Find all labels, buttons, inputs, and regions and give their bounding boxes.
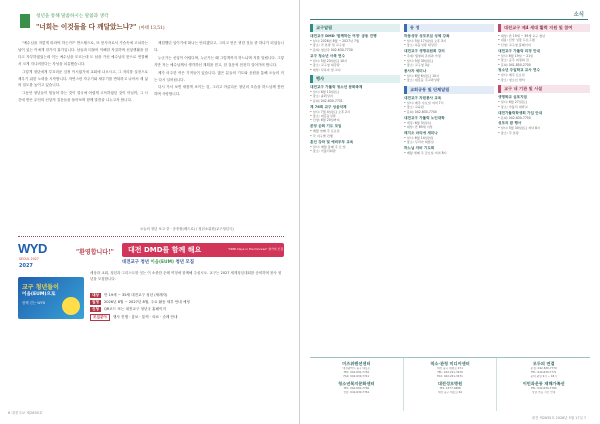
wyd-logo: [18, 241, 66, 275]
news-item-line: • 신청: 6월 20일까지: [310, 118, 340, 123]
detail-row: [90, 307, 166, 312]
contact-line: 분점: 042-630-7770: [530, 367, 557, 370]
contact-line: 상담 가능 시간 안내: [532, 391, 556, 395]
contact-line: TEL: 042-630-7780: [530, 387, 557, 391]
contact-name: 미즈위렌션센터: [342, 361, 371, 366]
sermon-paragraph: 그동안 청년들이 힘들어 하는 것이 결국에 어렵게 고독하였던 것이 아닐까, 그 시간에 받은 무언의 신앙적 질문들을 돌아보며 함께 말씀을 나누고자 합니다.: [18, 91, 148, 103]
sermon-paragraph: 누군가는 신앙이 어렵다며, 누군가는 왜 그렇게까지 하느냐며 저를 말립니다. 그렇지만 저는 예수님께서 생각하신 계획을 믿고, 한 걸음씩 천천히 걸어가려 합니다.: [154, 55, 284, 67]
news-item-line: • 개강: 6월 3일(수): [404, 120, 432, 125]
news-column-2: [404, 24, 494, 159]
news-section-title: 대전교구 제4 세대 활력 지원 및 참여: [498, 24, 590, 32]
quote-text: "너희는 이것들을 다 깨달았느냐?": [36, 23, 137, 31]
contact-line: TEL: 042-221-3470: [437, 370, 463, 374]
news-item-line: • 대상: 만 19세 ~ 39세 교구 청년: [498, 34, 546, 38]
news-section: [404, 86, 494, 156]
news-item-line: • 문의: 청년국 042-630-7730: [310, 47, 353, 52]
header-rule: [310, 19, 588, 20]
news-section-title: 교구 내 기관 및 시설: [498, 85, 590, 93]
news-item-line: • 장소: 솔뫼성지: [310, 94, 333, 99]
contact-box: [497, 358, 590, 411]
news-item-line: • 문의: 042-630-7740: [404, 109, 437, 114]
banner-subtitle: [122, 259, 194, 265]
divider: [18, 236, 284, 237]
news-item-line: • 장소: 대흥동성당: [310, 114, 336, 119]
news-item-line: • 장소: 청소년 센터: [498, 77, 525, 82]
poster-line-3: 함께 걷는 WYD: [22, 301, 46, 305]
news-item-line: • 문의: 041-850-2700: [498, 62, 531, 67]
poster-line-1: 교구 청년들이: [22, 284, 59, 291]
contact-line: 대전 중구 대종로 471: [437, 367, 463, 370]
sermon-paragraph: 제가 마주한 작은 기적들이 있습니다. 많은 분들의 기도와 응원을 통해 오늘의 저는 다시 일어섭니다.: [154, 70, 284, 82]
news-item-title: 청소년 주일학교 교사 연수: [498, 68, 540, 73]
sermon-column-right: [154, 40, 284, 220]
news-item-line: • 일시: 매주 수요일 저녁 7시: [404, 100, 444, 105]
right-page: [300, 0, 600, 424]
news-item-line: • 일시: 6월 14일(일): [404, 135, 434, 140]
news-item-line: • 일시: 6월 13일(토): [310, 89, 340, 94]
news-section: [404, 24, 494, 83]
detail-tag: 모집분야: [90, 314, 110, 321]
wyd-logo-sub: SEOUL 2027: [19, 257, 39, 261]
news-item-line: • 문의: 042-630-7731: [310, 98, 343, 103]
detail-tag: 일정: [92, 300, 99, 304]
news-item-title: 하느님 자비 기도회: [404, 146, 435, 151]
bookmark-icon: [20, 14, 30, 28]
poster-bubble-icon: [62, 297, 80, 315]
contact-line: FAX: 042-221-3471: [437, 374, 463, 378]
news-item-line: • 일시: 6월 27일(토): [498, 100, 528, 105]
news-item-line: • 일시: 매주 토요일: [498, 73, 525, 78]
news-item-line: • 주제: 생명의 존엄과 가정: [404, 54, 441, 59]
news-item-line: • 내용: 신앙 성장 프로그램: [498, 38, 535, 43]
sermon-signature: 오늘의 청년 보고 중 · 송종원(베드로) / 청년소위원(교구청년국): [140, 227, 234, 231]
news-item-line: • 일시: 5월 17일(일) 오후 3시: [404, 39, 446, 43]
news-item-line: • 매월 첫째 주 토요일: [310, 129, 340, 134]
news-item-line: • 장소: 하동성당 대성전: [404, 43, 437, 48]
news-section: [310, 75, 400, 154]
banner-description: 세상과 교회, 청년과 그리스도를 잇는 이 소중한 순례 여정에 함께해 주십시오. 교구는 2027 세계청년대회를 준비하며 봉사 청년을 모집합니다.: [90, 271, 282, 281]
news-item-title: 혼인 강좌 및 예비부부 교육: [310, 139, 354, 144]
contact-line: TEL: 042-630-7740: [343, 370, 370, 374]
banner-title-sub: "DMD Days in the Diocese" 참가자 모집: [228, 247, 284, 251]
news-item-title: 대전교구 가톨릭 청소년 문화축제: [310, 84, 363, 89]
contact-line: 대전광역시 중구 대흥로: [342, 367, 371, 370]
news-section-title: 동 정: [404, 24, 494, 32]
detail-text: 만 19세 ~ 35세 대전교구 청년 (세례자): [103, 293, 168, 297]
news-item-title: 대전교구 가톨릭 노인대학: [404, 115, 445, 120]
contact-line: TEL: 042-630-7760: [343, 387, 370, 391]
news-section: [498, 85, 590, 135]
news-section-title: 행사: [310, 75, 400, 83]
contact-line: 문의 평일 9시 ~ 18시: [530, 374, 557, 378]
subtitle-accent: 이음(EUM): [150, 260, 174, 265]
news-item-line: • 문의: 042-630-7750: [498, 115, 531, 120]
news-item-title: 대전교구 생명위원회 강의: [404, 49, 445, 54]
sermon-body: [18, 40, 284, 220]
news-item-title: 대전가톨릭학생회 가입 안내: [498, 110, 543, 115]
contact-line: 상담: 042-630-7761: [343, 391, 370, 395]
news-item-line: • 장소: 교구청 대강당: [310, 63, 340, 68]
news-item-line: • 일시: 매월 둘째 주 토·일: [310, 144, 346, 149]
news-column-1: [310, 24, 400, 157]
news-item-line: • 장소: 공주 피정의 집: [498, 58, 529, 63]
contact-name: 이민과운동 재해가족선: [522, 381, 565, 387]
news-item-title: 대전교구 DMD '함께하는 여정' 공동 진행: [310, 34, 377, 38]
news-item-line: • 장소: 대흥동 주교좌성당: [404, 78, 440, 83]
news-section: [498, 24, 590, 82]
news-item-line: • 장소: 가톨릭 대학교: [498, 104, 528, 109]
sermon-paragraph: 체험했던 일이기에 떠나는 안되겠다고, 그러고 얻은 귀한 것들 중 하나가 되었습니다.: [154, 41, 284, 52]
contact-directory: [310, 357, 590, 411]
detail-tag: 신청: [92, 307, 99, 311]
news-item-line: • 대상: 사목자 및 교사: [310, 67, 341, 72]
quote-intro: 청년을 통해 말씀하시는 말씀과 생각: [36, 14, 109, 19]
news-item-line: • 일시: 2026년 8월 ~ 2027년 7월: [310, 39, 359, 43]
detail-tag: 대상: [92, 293, 99, 297]
quote-reference: (마태 13,51): [138, 26, 165, 31]
news-column-3: [498, 24, 590, 138]
news-item-line: • 신청: 교구청 홈페이지: [498, 42, 531, 47]
news-item-line: • 일시: 5월 30일(토) 저녁 8시: [498, 126, 540, 131]
news-item-line: • 매월 셋째 주 금요일 저녁 8시: [404, 151, 447, 156]
contact-line: TEL: 042-630-7771: [530, 370, 557, 374]
left-page-number: 6 대전주보 제2635호: [8, 411, 43, 415]
sermon-paragraph: 그렇게 청년에게 부끄러운 심정 이시였기에 교회에 나오시고, 그 자리를 실천으로 채우기 위한 노력을 시작합니다. 자연스런 자주기와 새우기를 반복하고 나아서 제 삶의 밀도를 높이고 있습니다.: [18, 69, 148, 88]
event-banner: [18, 241, 284, 321]
news-item-title: 하동성당 성모모임 성체 강복: [404, 34, 450, 38]
contact-line: 대전 중구 대흥로 64: [437, 391, 463, 395]
news-item-title: 대전교구 가톨릭 피정 안내: [498, 48, 540, 53]
contact-line: FAX: 042-630-7741: [343, 374, 370, 378]
news-item-line: • 각 지구별 진행: [310, 133, 333, 138]
news-item-line: • 일시: 6월 6일(토) 10시: [404, 74, 440, 79]
news-item-line: • 장소: 교구청 3층: [404, 63, 430, 68]
detail-text: 2026년 8월 ~ 2027년 8월, 주요 활동 세부 안내 예정: [103, 300, 190, 304]
recruit-poster: [18, 277, 84, 319]
news-item-title: 레지오 마리애 세미나: [404, 130, 438, 135]
detail-row: [90, 314, 178, 321]
contact-box: [310, 358, 404, 411]
wyd-logo-text: WYD: [18, 241, 47, 256]
news-item-line: • 장소: 꾸리아 회합실: [404, 140, 434, 145]
subtitle-prefix: 대전교구 청년: [122, 260, 149, 265]
news-item-title: 봉사자 세미나: [404, 69, 427, 74]
sermon-paragraph: 다시 가서 보면 새롭게 보이는 것, 그리고 아름다운 청년의 모습을 하느님께 봉헌하며 사랑합니다.: [154, 85, 284, 97]
banner-title-pill: [122, 243, 284, 257]
poster-line-2: 이음(EUM)으로: [22, 292, 56, 297]
detail-text: 행사 진행 · 홍보 · 통역 · 의료 · 순례 안내: [112, 315, 178, 319]
news-item-title: 성모의 밤 행사: [498, 121, 522, 126]
news-item-title: 대전교구 자원봉사 교육: [404, 95, 442, 100]
wyd-logo-year: 2027: [19, 263, 33, 269]
sermon-paragraph: "예수님을 저렇게 따라야 하는가?" 반스텔으로, 또 봉사자로서 가슴속에 고뇌하는 날이 있는 이에게 한가지 휴가입니다. 남들과 더불어 이해한 자질하며 신앙생활을 한다고 자부하였었는데 이는 예수님을 모르는데 도 남을 가신 예수님의 뜻으로 연결해서 크게 지니려한다는 자성을 치유했습니다.: [18, 41, 148, 66]
news-item-line: • 일시: 7월 4일(토) 오후 2시: [310, 109, 351, 114]
news-item-title: 제 76회 교구 성음악제: [310, 104, 347, 109]
news-item-line: • 일시: 6월 19일 ~ 21일: [498, 53, 534, 58]
news-item-title: 교구 청소년 사목 연수: [310, 53, 345, 58]
contact-line: TEL: 1577-0888: [439, 387, 461, 391]
news-item-line: • 장소: 각 본당 및 교구청: [310, 43, 345, 48]
contact-name: 모두의 연결: [532, 361, 555, 366]
news-section: [310, 24, 400, 72]
news-item-line: • 장소: 교육원: [404, 105, 424, 110]
news-item-title: 생명학교 심포지엄: [498, 95, 528, 100]
right-page-number: 대전 제2635호 2026년 5월 17일 7: [531, 416, 586, 420]
news-item-line: • 장소: 각 본당: [498, 130, 519, 135]
quote-main: [36, 21, 165, 31]
news-item-line: • 장소: 가톨릭회관: [310, 149, 336, 154]
subtitle-suffix: 청년 모집: [175, 260, 194, 265]
news-item-line: • 일시: 5월 23일(토) 10시: [310, 58, 347, 63]
detail-row: [90, 300, 190, 305]
banner-welcome: "환영합니다!": [76, 249, 114, 256]
news-item-line: • 대상: 만 65세 이상: [404, 124, 433, 129]
contact-name: 적소·관청 미디어센터: [430, 361, 470, 366]
news-section-title: 교구알림: [310, 24, 400, 32]
news-item-line: • 일시: 5월 30일(토): [404, 58, 434, 63]
news-item-title: 본당 순회 기도 모임: [310, 124, 342, 129]
news-section-title: 교회공동 및 단체알림: [404, 86, 494, 94]
contact-box: [404, 358, 498, 411]
contact-name: 청소년복지문화센터: [338, 381, 375, 387]
detail-row: [90, 293, 167, 298]
section-header: 소식: [573, 12, 584, 18]
contact-name: 대전성모병원: [437, 381, 463, 387]
detail-text: QR코드 또는 대전교구 청년국 홈페이지: [103, 307, 166, 311]
sermon-column-left: [18, 40, 148, 220]
banner-title: 대전 DMD를 함께 해요: [128, 246, 202, 254]
